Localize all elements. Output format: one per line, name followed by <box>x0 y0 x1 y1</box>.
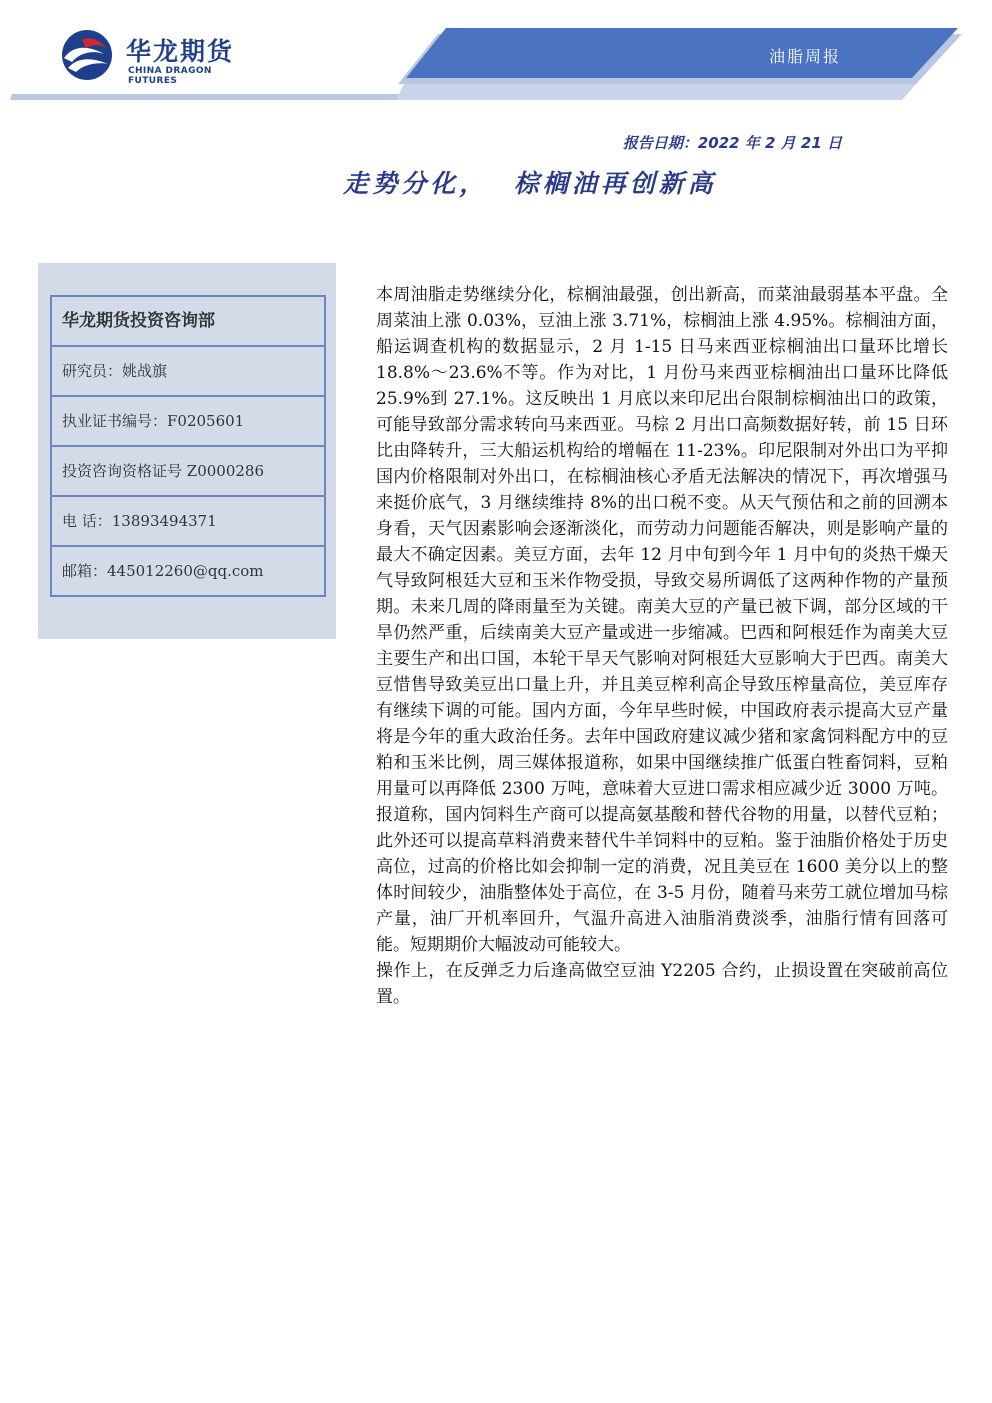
phone-number: 电 话：13893494371 <box>52 495 324 545</box>
department-heading: 华龙期货投资咨询部 <box>62 311 215 331</box>
license-number: 执业证书编号：F0205601 <box>52 395 324 445</box>
company-name-cn: 华龙期货 <box>126 37 235 66</box>
dragon-logo-icon <box>60 28 114 82</box>
contact-sidebar <box>38 263 336 639</box>
qualification-number: 投资咨询资格证号 Z0000286 <box>52 445 324 495</box>
report-date: 报告日期：2022 年 2 月 21 日 <box>622 134 842 152</box>
contact-box <box>50 295 326 597</box>
report-body <box>376 282 948 1010</box>
body-paragraph: 操作上，在反弹乏力后逢高做空豆油 Y2205 合约，止损设置在突破前高位置。 <box>376 961 948 1007</box>
researcher-name: 研究员：姚战旗 <box>52 345 324 395</box>
section-label: 油脂周报 <box>768 47 841 66</box>
email-address: 邮箱：445012260@qq.com <box>52 545 324 595</box>
company-name-en: CHINA DRAGON FUTURES <box>128 66 212 86</box>
body-paragraph: 本周油脂走势继续分化，棕榈油最强，创出新高，而菜油最弱基本平盘。全周菜油上涨 0.03%，豆油上涨 3.71%，棕榈油上涨 4.95%。棕榈油方面，船运调查机构的数据显示，2 月 1-15 日马来西亚棕榈油出口量环比增长 18.8%～23.6%不等。作为对比，1 月份马来西亚棕榈油出口量环比降低 25.9%到 27.1%。这反映出 1 月底以来印尼出台限制棕榈油出口的政策，可能导致部分需求转向马来西亚。马棕 2 月出口高频数据好转，前 15 日环比由降转升，三大船运机构给的增幅在 11-23%。印尼限制对外出口为平抑国内价格限制对外出口，在棕榈油核心矛盾无法解决的情况下，再次增强马来挺价底气，3 月继续维持 8%的出口税不变。从天气预估和之前的回溯本身看，天气因素影响会逐渐淡化，而劳动力问题能否解决，则是影响产量的最大不确定因素。美豆方面，去年 12 月中旬到今年 1 月中旬的炎热干燥天气导致阿根廷大豆和玉米作物受损，导致交易所调低了这两种作物的产量预期。未来几周的降雨量至为关键。南美大豆的产量已被下调，部分区域的干旱仍然严重，后续南美大豆产量或进一步缩减。巴西和阿根廷作为南美大豆主要生产和出口国，本轮干旱天气影响对阿根廷大豆影响大于巴西。南美大豆惜售导致美豆出口量上升，并且美豆榨利高企导致压榨量高位，美豆库存有继续下调的可能。国内方面，今年早些时候，中国政府表示提高大豆产量将是今年的重大政治任务。去年中国政府建议减少猪和家禽饲料配方中的豆粕和玉米比例，周三媒体报道称，如果中国继续推广低蛋白牲畜饲料，豆粕用量可以再降低 2300 万吨，意味着大豆进口需求相应减少近 3000 万吨。报道称，国内饲料生产商可以提高氨基酸和替代谷物的用量，以替代豆粕；此外还可以提高草料消费来替代牛羊饲料中的豆粕。鉴于油脂价格处于历史高位，过高的价格比如会抑制一定的消费，况且美豆在 1600 美分以上的整体时间较少，油脂整体处于高位，在 3-5 月份，随着马来劳工就位增加马棕产量，油厂开机率回升，气温升高进入油脂消费淡季，油脂行情有回落可能。短期期价大幅波动可能较大。 <box>376 285 948 955</box>
company-logo <box>60 28 260 84</box>
report-title: 走势分化， 棕榈油再创新高 <box>343 169 717 198</box>
